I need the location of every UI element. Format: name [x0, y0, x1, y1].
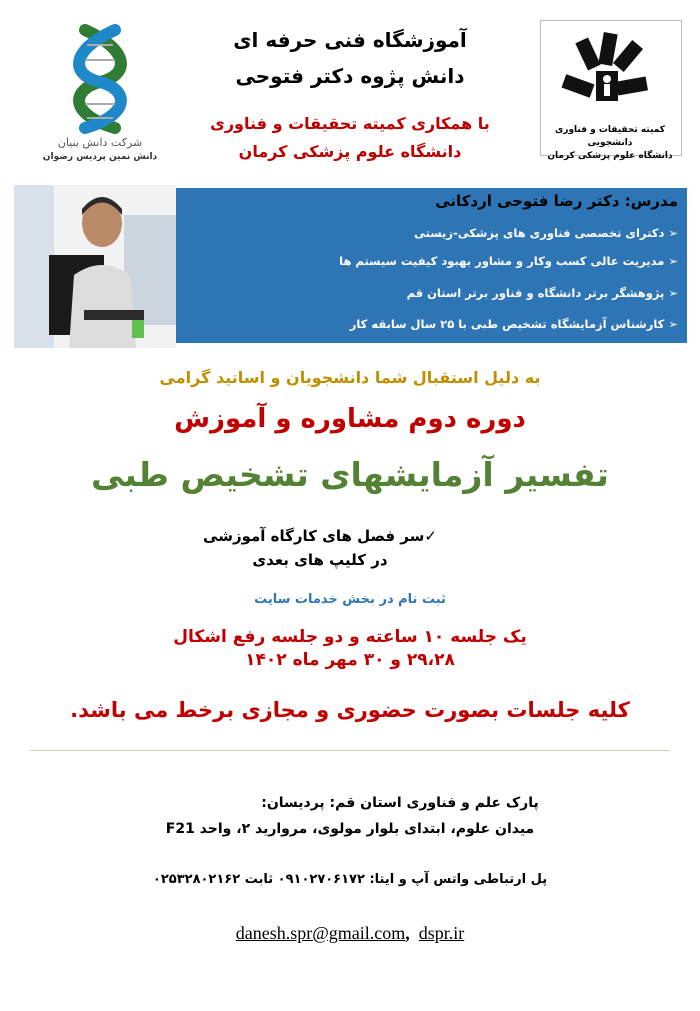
- link-separator: ,: [405, 923, 410, 943]
- collaboration-line1: با همکاری کمیته تحقیقات و فناوری: [210, 114, 490, 133]
- credential-text: دکترای تخصصی فناوری های پزشکی-زیستی: [413, 226, 665, 240]
- collaboration-text: [170, 110, 530, 166]
- address-text: میدان علوم، ابتدای بلوار مولوی، مروارید ۲، واحد F21: [165, 821, 535, 837]
- school-title: [180, 22, 520, 94]
- phone-text: پل ارتباطی واتس آپ و ایتا: ۰۹۱۰۲۷۰۶۱۷۲ ثابت ۰۲۵۳۲۸۰۲۱۶۲: [152, 872, 548, 887]
- divider: [30, 750, 670, 751]
- chevron-bullet-icon: ➢: [668, 254, 678, 268]
- chevron-bullet-icon: ➢: [668, 226, 678, 240]
- chevron-bullet-icon: ➢: [668, 317, 678, 331]
- email-link[interactable]: danesh.spr@gmail.com: [235, 923, 406, 943]
- credential-text: پژوهشگر برتر دانشگاه و فناور برتر استان قم: [406, 286, 665, 300]
- left-logo-subtitle: دانش نمین پردیس رضوان: [42, 152, 158, 162]
- topics-line2: در کلیپ های بعدی: [252, 551, 388, 569]
- registration-note: ثبت نام در بخش خدمات سایت: [254, 592, 446, 607]
- credential-item: [208, 226, 678, 240]
- instructor-name: مدرس: دکتر رضا فتوحی اردکانی: [435, 192, 678, 210]
- park-heading: پارک علم و فناوری استان قم: پردیسان:: [261, 795, 539, 811]
- credential-text: کارشناس آزمایشگاه تشخیص طبی با ۲۵ سال سابقه کار: [349, 317, 665, 331]
- topics-text: [150, 524, 490, 572]
- school-title-line2: دانش پژوه دکتر فتوحی: [235, 64, 465, 88]
- credential-item: [208, 254, 678, 268]
- instructor-photo-icon: [14, 185, 176, 348]
- left-logo-company-label: شرکت دانش بنیان: [57, 136, 143, 149]
- right-logo-line2: دانشگاه علوم پزشکی کرمان: [547, 151, 673, 161]
- delivery-mode: کلیه جلسات بصورت حضوری و مجازی برخط می باشد.: [70, 698, 630, 722]
- right-logo-caption: [540, 124, 680, 163]
- greeting-text: به دلیل استقبال شما دانشجویان و اساتید گرامی: [159, 368, 541, 387]
- credential-item: [208, 286, 678, 300]
- credential-item: [208, 317, 678, 331]
- credential-text: مدیریت عالی کسب وکار و مشاور بهبود کیفیت سیستم ها: [339, 254, 665, 268]
- session-info: یک جلسه ۱۰ ساعته و دو جلسه رفع اشکال: [173, 627, 527, 647]
- topics-line1: ✓سر فصل های کارگاه آموزشی: [203, 527, 437, 545]
- course-title: تفسیر آزمایشهای تشخیص طبی: [91, 455, 609, 494]
- contact-links: [150, 923, 550, 944]
- session-dates: ۲۹،۲۸ و ۳۰ مهر ماه ۱۴۰۲: [245, 650, 455, 670]
- course-heading: دوره دوم مشاوره و آموزش: [174, 404, 526, 434]
- website-link[interactable]: dspr.ir: [418, 923, 465, 943]
- chevron-bullet-icon: ➢: [668, 286, 678, 300]
- collaboration-line2: دانشگاه علوم پزشکی کرمان: [238, 142, 462, 161]
- school-title-line1: آموزشگاه فنی حرفه ای: [233, 28, 467, 52]
- right-logo-line1: کمیته تحقیقات و فناوری دانشجویی: [555, 125, 665, 148]
